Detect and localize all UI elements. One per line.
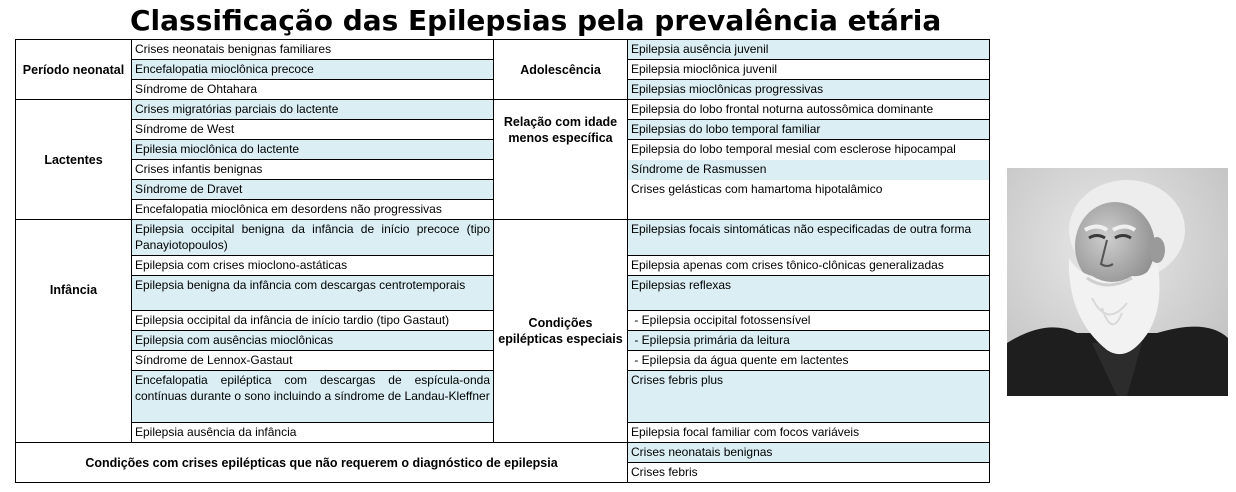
list-item: Epilepsias reflexas bbox=[631, 278, 732, 292]
list-item: Crises febris bbox=[631, 465, 698, 479]
list-item: Crises migratórias parciais do lactente bbox=[135, 102, 339, 116]
group-label-nao-requerem: Condições com crises epilépticas que não requerem o diagnóstico de epilepsia bbox=[16, 443, 628, 483]
list-item: Epilepsia occipital da infância de início tardio (tipo Gastaut) bbox=[135, 313, 450, 327]
list-item: Síndrome de Ohtahara bbox=[135, 82, 258, 96]
portrait-photo-icon bbox=[1007, 168, 1228, 396]
list-item: Crises infantis benignas bbox=[135, 162, 263, 176]
list-item: Crises neonatais benignas bbox=[631, 445, 773, 459]
list-item: Epilepsia do lobo frontal noturna autossômica dominante bbox=[631, 102, 934, 116]
list-item: Epilepsias mioclônicas progressivas bbox=[631, 82, 824, 96]
list-item: Encefalopatia epiléptica com descargas de espícula-onda contínuas durante o sono incluindo a síndrome de Landau-Kleffner bbox=[135, 373, 490, 403]
list-item: Epilepsias focais sintomáticas não especificadas de outra forma bbox=[631, 222, 972, 236]
list-item: Epilepsias do lobo temporal familiar bbox=[631, 122, 821, 136]
group-label-adolescencia: Adolescência bbox=[494, 40, 628, 100]
list-item: Síndrome de West bbox=[135, 122, 235, 136]
list-item: Epilepsia occipital benigna da infância de início precoce (tipo Panayiotopoulos) bbox=[135, 222, 490, 252]
group-label-relacao: Relação com idade menos específica bbox=[494, 100, 628, 220]
list-item: Epilepsia com ausências mioclônicas bbox=[135, 333, 334, 347]
list-item: Epilepsia benigna da infância com descargas centrotemporais bbox=[135, 278, 466, 292]
group-label-neonatal: Período neonatal bbox=[16, 40, 132, 100]
group-label-especiais: Condições epilépticas especiais bbox=[494, 220, 628, 443]
list-item: - Epilepsia primária da leitura bbox=[631, 333, 790, 347]
list-item: Síndrome de Dravet bbox=[135, 182, 243, 196]
list-item: Encefalopatia mioclônica precoce bbox=[135, 62, 314, 76]
list-item: Encefalopatia mioclônica em desordens não progressivas bbox=[135, 202, 442, 216]
group-label-lactentes: Lactentes bbox=[16, 100, 132, 220]
list-item: - Epilepsia occipital fotossensível bbox=[631, 313, 811, 327]
list-item: - Epilepsia da água quente em lactentes bbox=[631, 353, 849, 367]
page-title: Classificação das Epilepsias pela prevalência etária bbox=[130, 4, 942, 37]
list-item: Síndrome de Lennox-Gastaut bbox=[135, 353, 293, 367]
list-item: Epilepsia apenas com crises tônico-clônicas generalizadas bbox=[631, 258, 944, 272]
list-item: Epilepsia com crises mioclono-astáticas bbox=[135, 258, 348, 272]
list-item: Crises neonatais benignas familiares bbox=[135, 42, 332, 56]
classification-table bbox=[15, 39, 990, 483]
list-item: Epilepsia ausência juvenil bbox=[631, 42, 769, 56]
list-item: Epilepsia mioclônica juvenil bbox=[631, 62, 778, 76]
list-item: Epilepsia ausência da infância bbox=[135, 425, 297, 439]
list-item: Epilepsia focal familiar com focos variáveis bbox=[631, 425, 860, 439]
list-item: Crises gelásticas com hamartoma hipotalâmico bbox=[631, 181, 883, 196]
group-label-infancia: Infância bbox=[16, 220, 132, 443]
list-item: Síndrome de Rasmussen bbox=[631, 161, 767, 176]
list-item: Epilepsia do lobo temporal mesial com esclerose hipocampal bbox=[631, 142, 956, 156]
list-item: Crises febris plus bbox=[631, 373, 724, 387]
list-item: Epilesia mioclônica do lactente bbox=[135, 142, 300, 156]
